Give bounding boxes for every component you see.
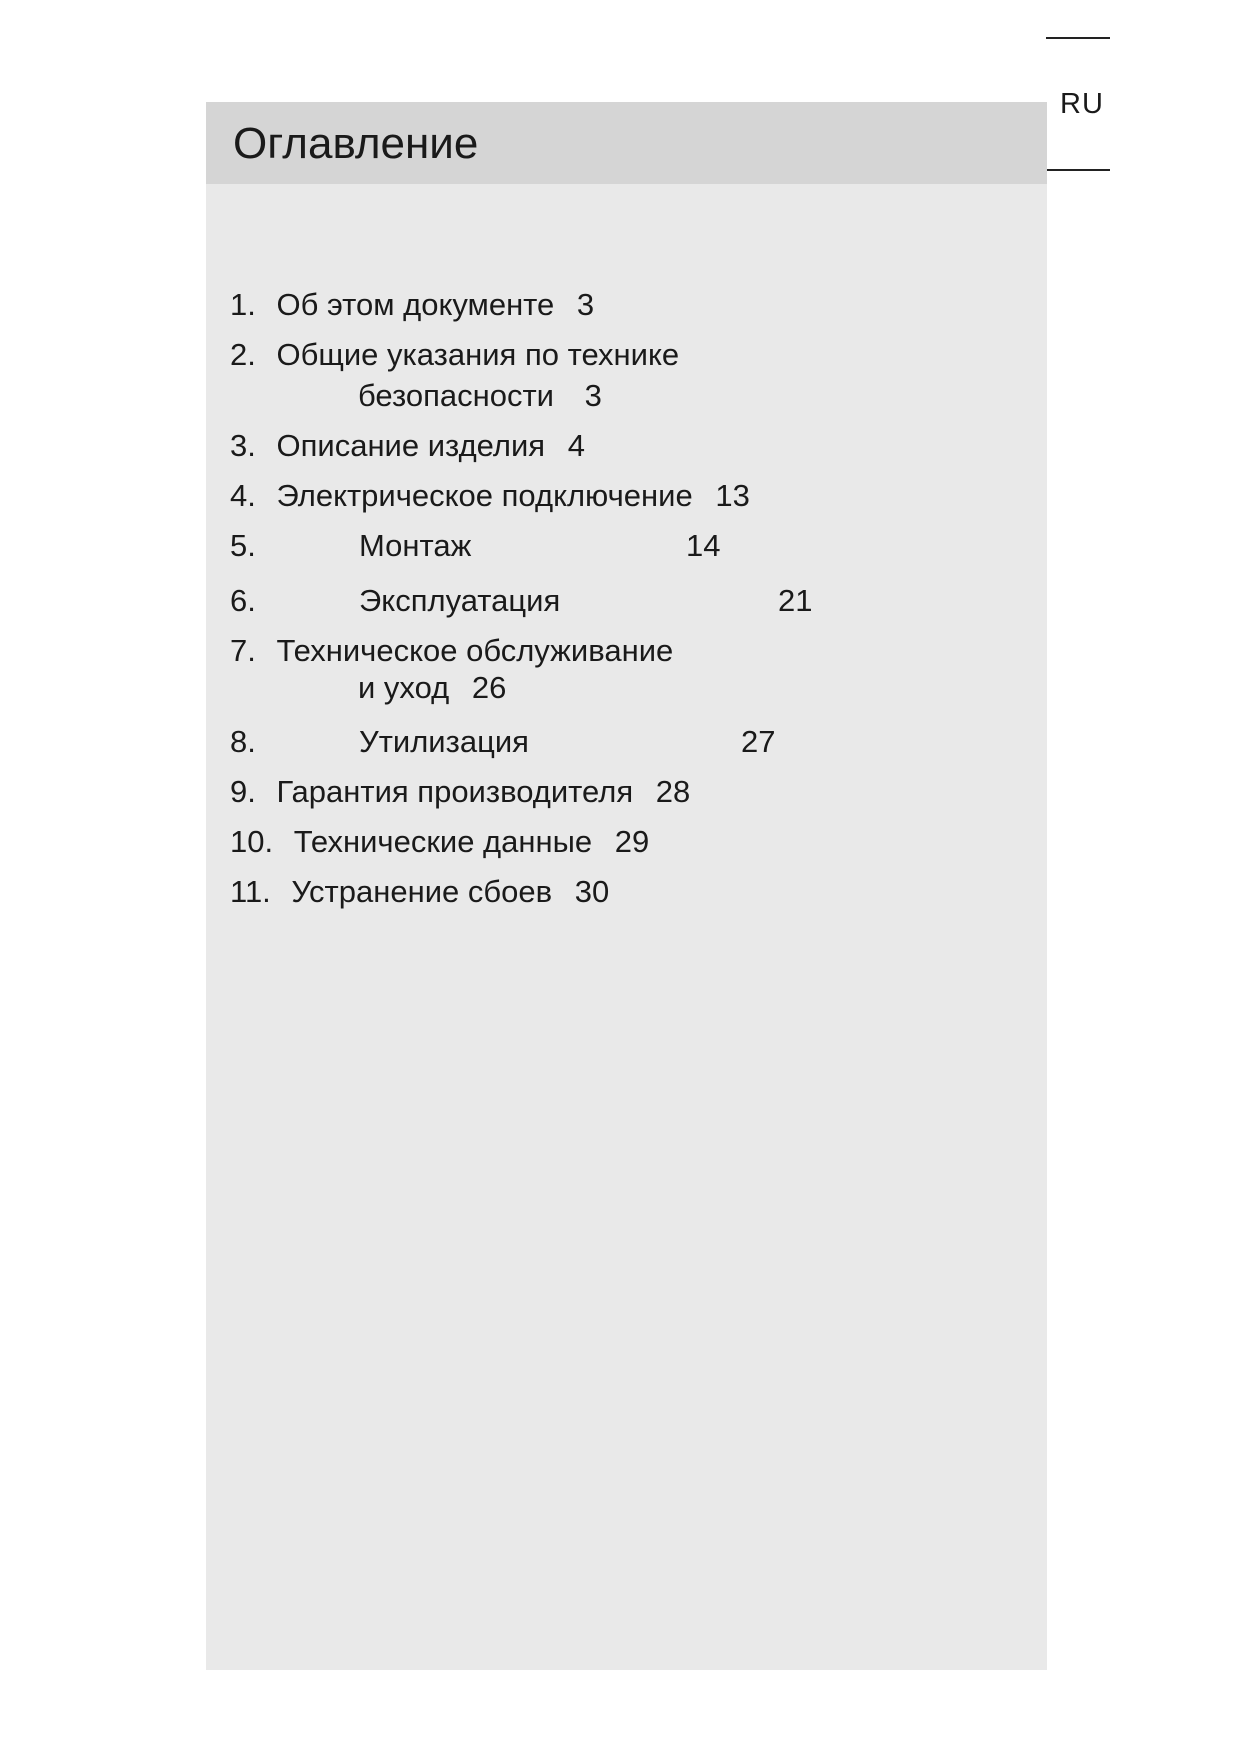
toc-entry-page: 13 [715,478,750,513]
toc-entry-7-continuation[interactable] [358,670,506,706]
toc-entry-page: 29 [614,824,650,859]
toc-entry-title: Об этом документе [276,287,555,322]
toc-entry-page: 3 [584,378,602,413]
toc-entry-1[interactable] [230,287,594,323]
toc-panel [206,102,1047,1670]
side-tab-rule-top [1046,37,1110,39]
toc-entry-number: 3. [230,428,256,463]
toc-entry-title-line2: и уход [358,670,450,705]
toc-entry-title: Монтаж [359,528,472,563]
toc-entry-title: Эксплуатация [359,583,561,618]
toc-entry-title: Устранение сбоев [291,874,553,909]
toc-entry-title: Описание изделия [276,428,546,463]
toc-entry-number: 4. [230,478,256,513]
toc-entry-title: Электрическое подключение [276,478,693,513]
toc-entry-title-line1: Общие указания по технике [276,337,680,372]
toc-entry-9[interactable] [230,774,690,810]
toc-entry-2[interactable] [230,337,679,373]
toc-entry-title-line1: Техническое обслуживание [276,633,674,668]
toc-entry-number: 1. [230,287,256,322]
toc-entry-number: 9. [230,774,256,809]
toc-header [206,102,1047,184]
toc-entry-page: 21 [778,583,813,618]
toc-entry-number: 7. [230,633,256,668]
toc-entry-title: Гарантия производителя [276,774,634,809]
toc-entry-number: 8. [230,724,256,759]
toc-entry-number: 6. [230,583,256,618]
toc-entry-page: 30 [574,874,610,909]
toc-entry-page: 3 [576,287,595,322]
toc-entry-title-line2: безопасности [358,378,554,413]
toc-entry-number: 2. [230,337,256,372]
side-tab-rule-bottom [1046,169,1110,171]
toc-entry-page: 26 [471,670,507,705]
toc-entry-page: 27 [741,724,776,759]
toc-entry-number: 10. [230,824,274,859]
toc-title: Оглавление [233,119,479,168]
toc-entry-3[interactable] [230,428,585,464]
toc-entry-page: 14 [686,528,721,563]
toc-entry-number: 11. [230,874,271,909]
toc-entry-7[interactable] [230,633,673,669]
language-label: RU [1060,88,1104,120]
toc-entry-11[interactable] [230,874,609,910]
toc-entry-page: 4 [567,428,585,463]
toc-entry-4[interactable] [230,478,750,514]
toc-entry-title: Утилизация [359,724,529,759]
toc-entry-page: 28 [655,774,691,809]
toc-entry-title: Технические данные [293,824,593,859]
toc-entry-10[interactable] [230,824,649,860]
toc-entry-number: 5. [230,528,256,563]
toc-entry-2-continuation[interactable] [358,378,602,414]
